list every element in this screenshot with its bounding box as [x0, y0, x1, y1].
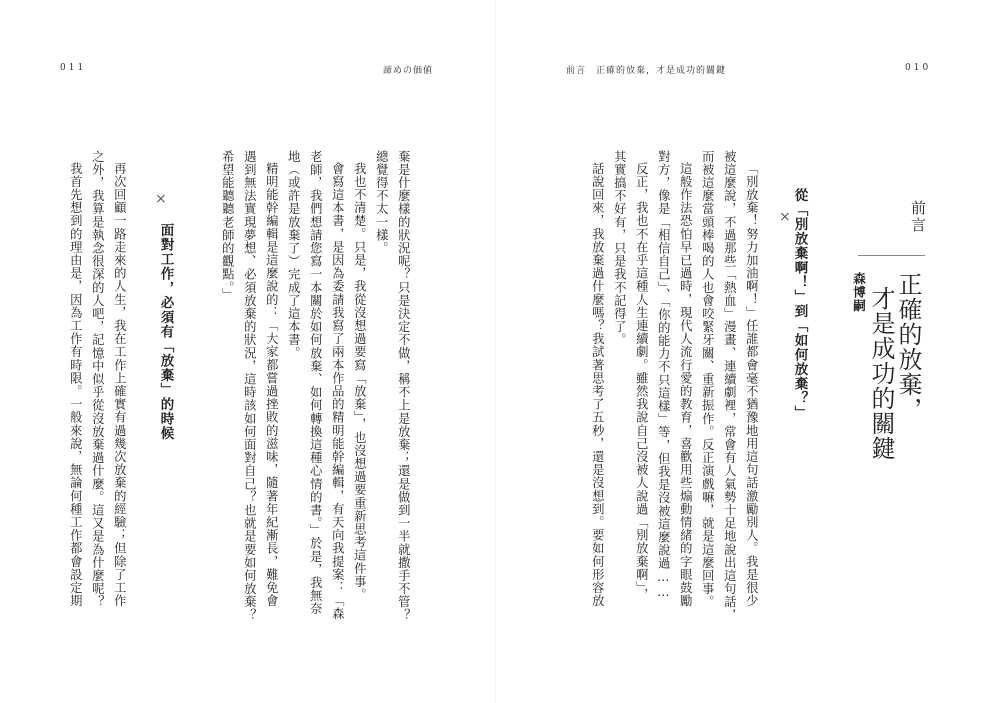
right-text-column: 「別放棄！努力加油啊！」任誰都會毫不猶豫地用這句話激勵別人。我是很少 — [744, 162, 759, 608]
left-text-column: 棄是什麼樣的狀況呢？只是決定不做，稱不上是放棄；還是做到一半就撒手不管？ — [396, 150, 411, 622]
chapter-title-line1: 正確的放棄， — [894, 272, 922, 422]
right-text-column: 這般作法恐怕早已過時，現代人流行愛的教育，喜歡用些煽動情緒的字眼鼓勵 — [678, 162, 693, 608]
left-running-header: 諦めの価値 — [383, 66, 434, 76]
right-text-column: 而被這麼當頭棒喝的人也會咬緊牙關、重新振作。反正演戲嘛，就是這麼回事。 — [700, 150, 715, 609]
left-text-column: 再次回顧一路走來的人生，我在工作上確實有過幾次放棄的經驗；但除了工作 — [112, 162, 127, 608]
left-text-column: 會寫這本書，是因為委請我寫了兩本作品的精明能幹編輯，有天向我提案：「森 — [330, 162, 345, 621]
left-text-column: 精明能幹編輯是這麼說的：「大家都嘗過挫敗的滋味，隨著年紀漸長，難免會 — [264, 162, 279, 608]
left-text-column: 之外，我算是執念很深的人吧，記憶中似乎從沒放棄過什麼。這又是為什麼呢？ — [90, 150, 105, 609]
left-page-number: 011 — [60, 63, 87, 73]
right-text-column: 被這麼說，不過那些「熱血」漫畫、連續劇裡，常會有人氣勢十足地說出這句話， — [722, 150, 737, 622]
left-text-column: 總覺得不太一樣。 — [374, 150, 389, 255]
chapter-label: 前言 — [909, 200, 927, 234]
title-divider-line — [858, 255, 925, 256]
right-section-heading: 從「別放棄啊！」到「如何放棄？」 — [791, 188, 808, 420]
right-text-column: 其實搞不好有，只是我不記得了。 — [612, 150, 627, 347]
left-text-column: 我也不清楚。只是，我從沒想過要寫「放棄」，也沒想過要重新思考這件事。 — [352, 162, 367, 602]
chapter-title-line2: 才是成功的關鍵 — [867, 286, 895, 461]
right-text-column: 話說回來，我放棄過什麼嗎？我試著思考了五秒，還是沒想到。要如何形容放 — [590, 162, 605, 608]
right-running-header: 前言 正確的放棄，才是成功的關鍵 — [566, 66, 727, 76]
section-separator-mark: × — [155, 191, 167, 207]
left-section-heading: 面對工作，必須有「放棄」的時候 — [157, 223, 174, 441]
section-separator-mark: × — [779, 209, 791, 225]
right-text-column: 反正，我也不在乎這種人生連續劇。雖然我說自己沒被人說過「別放棄啊」， — [634, 162, 649, 602]
left-text-column: 老師，我們想請您寫一本關於如何放棄、如何轉換這種心情的書。」於是，我無奈 — [308, 150, 323, 616]
left-text-column: 我首先想到的理由是，因為工作有時限。一般來說，無論何種工作都會設定期 — [68, 162, 83, 608]
left-text-column: 希望能聽聽老師的觀點。」 — [220, 150, 235, 302]
left-text-column: 地（或許是放棄了）完成了這本書。 — [286, 150, 301, 360]
left-text-column: 遇到無法實現夢想、必須放棄的狀況，這時該如何面對自己？也就是要如何放棄？ — [242, 150, 257, 622]
right-text-column: 對方，像是「相信自己」、「你的能力不只這樣」等，但我是沒被這麼說過…… — [656, 150, 671, 600]
author-name: 森博嗣 — [851, 272, 867, 313]
right-page-number: 010 — [905, 63, 932, 73]
